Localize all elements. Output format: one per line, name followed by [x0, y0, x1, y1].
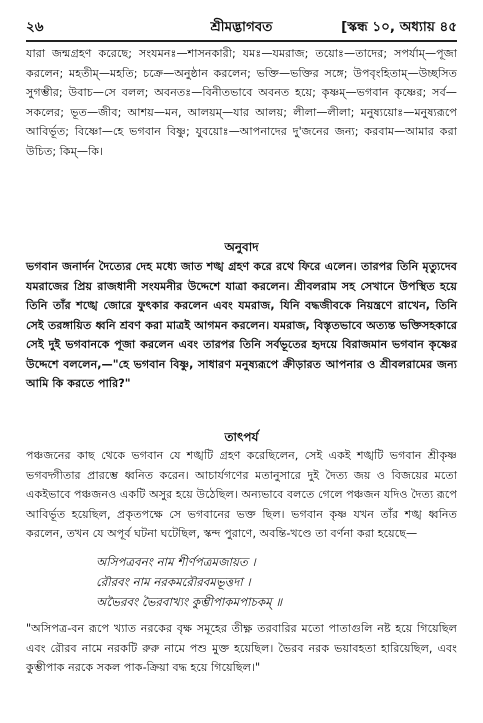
- book-title: শ্রীমদ্ভাগবত: [210, 19, 273, 35]
- translation-text: ভগবান জনার্দন দৈত্যের দেহ মধ্যে জাত শঙ্খ গ্রহণ করে রথে ফিরে এলেন। তারপর তিনি মৃত্যুদেব যমরাজের প্রিয় রাজধানী সংযমনীর উদ্দেশে যাত্রা করলেন। শ্রীবলরাম সহ সেখানে উপস্থিত হয়ে তিনি তাঁর শঙ্খে জোরে ফুৎকার করলেন এবং যমরাজ, যিনি বদ্ধজীবকে নিয়ন্ত্রণে রাখেন, তিনি সেই তরঙ্গায়িত ধ্বনি শ্রবণ করা মাত্রই আগমন করলেন। যমরাজ, বিস্তৃতভাবে অত্যন্ত ভক্তিসহকারে সেই দুই ভগবানকে পূজা করলেন এবং তারপর তিনি সর্বভূতের হৃদয়ে বিরাজমান ভগবান কৃষ্ণের উদ্দেশে বললেন,—"হে ভগবান বিষ্ণু, সাধারণ মনুষ্যরূপে ক্রীড়ারত আপনার ও শ্রীবলরামের জন্য আমি কি করতে পারি?": [26, 260, 457, 390]
- word-meanings-text: যারা জন্মগ্রহণ করেছে; সংযমনঃ—শাসনকারী; যমঃ—যমরাজ; তয়োঃ—তাদের; সপর্যাম্—পূজা করলেন; মহতীম্—মহতি; চক্রে—অনুষ্ঠান করলেন; ভক্তি—ভক্তির সঙ্গে; উপবৃংহিতাম্—উচ্ছসিত সুগম্ভীর; উবাচ—সে বলল; অবনতঃ—বিনীতভাবে অবনত হয়ে; কৃষ্ণম্—ভগবান কৃষ্ণের; সর্ব—সকলের; ভূত—জীব; আশয়—মন, আলয়ম্—যার আলয়; লীলা—লীলা; মনুষ্যয়োঃ—মনুষ্যরূপে আবির্ভূত; বিষ্ণো—হে ভগবান বিষ্ণু; যুবয়োঃ—আপনাদের দু'জনের জন্য; করবাম—আমার করা উচিত; কিম্—কি।: [26, 47, 457, 158]
- sanskrit-verse: [96, 552, 443, 612]
- header-rule: [26, 40, 457, 42]
- anuvad-heading: অনুবাদ: [224, 240, 259, 254]
- verse-line: অসিপত্রবনং নাম শীর্ণপত্রমজায়ত ।: [96, 555, 256, 569]
- verse-line: রৌরবং নাম নরকমরৌরবমভূত্তদা ।: [96, 575, 251, 589]
- verse-translation-text: "অসিপত্র-বন রূপে খ্যাত নরকের বৃক্ষ সমূহের তীক্ষ্ণ তরবারির মতো পাতাগুলি নষ্ট হয়ে গিয়েছিল এবং রৌরব নামে নরকটি রুরু নামে পশু মুক্ত হয়েছিল। ভৈরব নরক ভয়াবহতা হারিয়েছিল, এবং কুম্ভীপাক নরকে সকল পাক-ক্রিয়া বদ্ধ হয়ে গিয়েছিল।": [26, 622, 457, 674]
- purport: [26, 446, 457, 544]
- chapter-label: [স্কন্ধ ১০, অধ্যায় ৪৫: [341, 19, 457, 35]
- page-number: ২৬: [26, 19, 44, 35]
- translation: [26, 257, 457, 394]
- purport-text: পঞ্চজনের কাছ থেকে ভগবান যে শঙ্খটি গ্রহণ করেছিলেন, সেই একই শঙ্খটি ভগবান শ্রীকৃষ্ণ ভগবদ্গীতার প্রারম্ভে ধ্বনিত করেন। আচার্যগণের মতানুসারে দুই দৈত্য জয় ও বিজয়ের মতো একইভাবে পঞ্চজনও একটি অসুর হয়ে উঠেছিল। অন্যভাবে বলতে গেলে পঞ্চজন যদিও দৈত্য রূপে আবির্ভূত হয়েছিল, প্রকৃতপক্ষে সে ভগবানের ভক্ত ছিল। ভগবান কৃষ্ণ যখন তাঁর শঙ্খ ধ্বনিত করলেন, তখন যে অপূর্ব ঘটনা ঘটেছিল, স্কন্দ পুরাণে, অবন্তি-খণ্ডে তা বর্ণনা করা হয়েছে—: [26, 449, 457, 540]
- verse-line: অভৈরবং ভৈরবাখ্যং কুম্ভীপাকমপাচকম্ ॥: [96, 595, 283, 609]
- word-meanings: [26, 44, 457, 161]
- page-header: [26, 16, 457, 38]
- tatparya-heading: তাৎপর্য: [224, 430, 259, 444]
- verse-translation: [26, 619, 457, 678]
